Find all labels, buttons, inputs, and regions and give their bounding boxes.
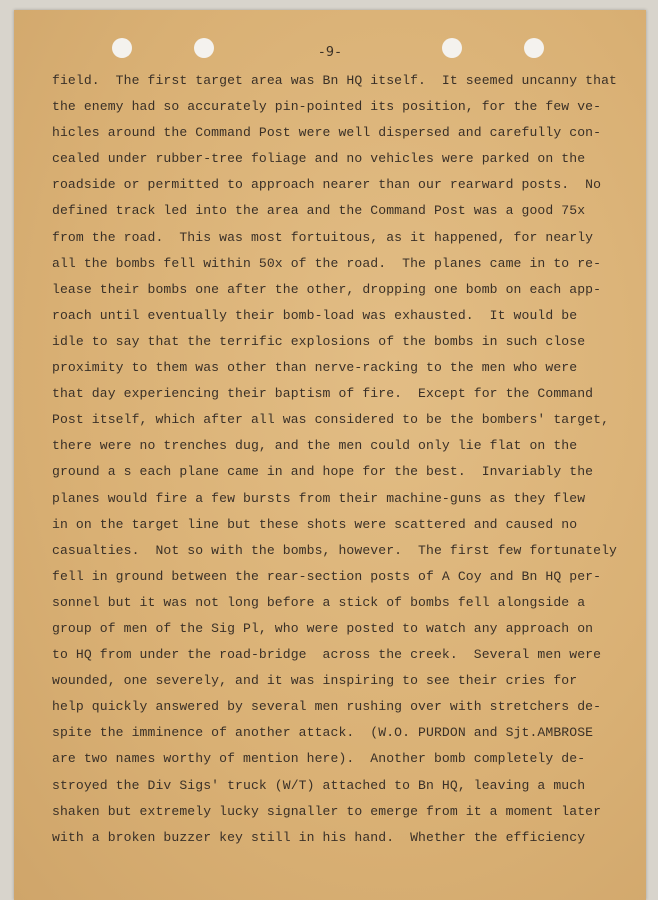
text-line: hicles around the Command Post were well dispersed and carefully con- <box>52 125 602 141</box>
document-page <box>14 10 646 900</box>
text-line: ground a s each plane came in and hope for the best. Invariably the <box>52 464 594 480</box>
text-line: spite the imminence of another attack. (W.O. PURDON and Sjt.AMBROSE <box>52 725 594 741</box>
text-line: there were no trenches dug, and the men could only lie flat on the <box>52 438 578 454</box>
text-line: in on the target line but these shots were scattered and caused no <box>52 516 578 532</box>
text-line: proximity to them was other than nerve-racking to the men who were <box>52 360 578 376</box>
text-line: Post itself, which after all was considered to be the bombers' target, <box>52 412 610 428</box>
text-line: the enemy had so accurately pin-pointed its position, for the few ve- <box>52 99 602 115</box>
text-line: field. The first target area was Bn HQ itself. It seemed uncanny that <box>52 73 617 88</box>
text-line: all the bombs fell within 50x of the road. The planes came in to re- <box>52 255 602 271</box>
text-line: help quickly answered by several men rushing over with stretchers de- <box>52 699 602 715</box>
text-line: from the road. This was most fortuitous, as it happened, for nearly <box>52 229 594 245</box>
text-line: sonnel but it was not long before a stick of bombs fell alongside a <box>52 594 586 610</box>
page-number: -9- <box>317 44 343 60</box>
text-line: shaken but extremely lucky signaller to emerge from it a moment later <box>52 803 602 819</box>
text-line: with a broken buzzer key still in his hand. Whether the efficiency <box>52 829 586 845</box>
text-line: fell in ground between the rear-section posts of A Coy and Bn HQ per- <box>52 568 602 584</box>
text-line: roach until eventually their bomb-load was exhausted. It would be <box>52 307 578 323</box>
text-line: defined track led into the area and the Command Post was a good 75x <box>52 203 586 219</box>
text-line: to HQ from under the road-bridge across the creek. Several men were <box>52 647 602 663</box>
text-line: casualties. Not so with the bombs, however. The first few fortunately <box>52 542 617 558</box>
text-line: cealed under rubber-tree foliage and no vehicles were parked on the <box>52 151 586 167</box>
text-line: group of men of the Sig Pl, who were posted to watch any approach on <box>52 620 594 636</box>
body-text <box>52 68 642 851</box>
text-line: that day experiencing their baptism of fire. Except for the Command <box>52 386 594 402</box>
text-line: wounded, one severely, and it was inspiring to see their cries for <box>52 673 578 689</box>
text-line: lease their bombs one after the other, dropping one bomb on each app- <box>52 281 602 297</box>
text-line: are two names worthy of mention here). Another bomb completely de- <box>52 751 586 767</box>
text-line: stroyed the Div Sigs' truck (W/T) attached to Bn HQ, leaving a much <box>52 777 586 793</box>
text-line: planes would fire a few bursts from their machine-guns as they flew <box>52 490 586 506</box>
text-line: idle to say that the terrific explosions of the bombs in such close <box>52 333 586 349</box>
text-line: roadside or permitted to approach nearer than our rearward posts. No <box>52 177 602 193</box>
